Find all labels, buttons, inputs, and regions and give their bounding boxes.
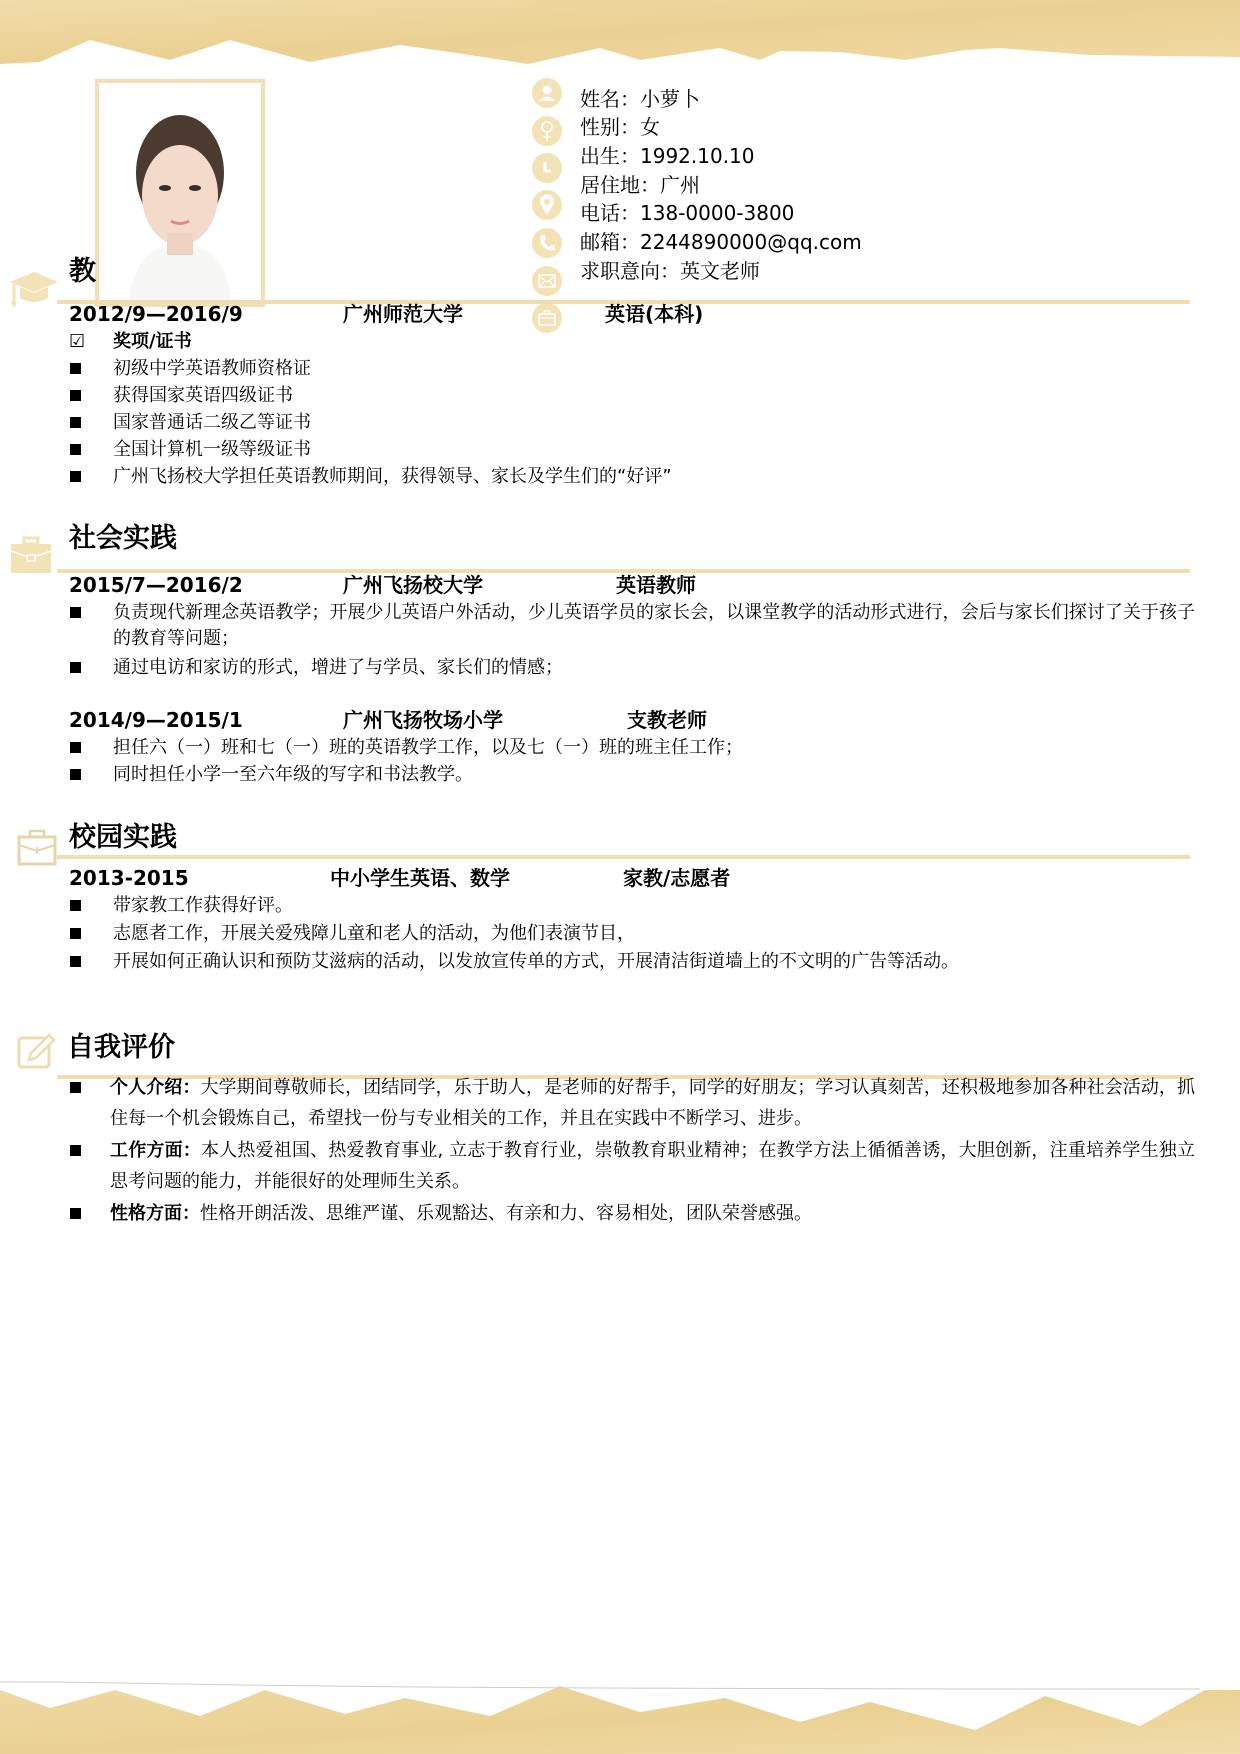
briefcase-icon (532, 303, 562, 333)
briefcase-outline-icon (17, 829, 57, 871)
bullet-icon (70, 607, 81, 618)
bottom-decorative-band (0, 1676, 1240, 1754)
award-item: 国家普通话二级乙等证书 (113, 412, 311, 433)
bullet-icon (70, 471, 81, 482)
profile-residence: 居住地：广州 (580, 173, 700, 197)
profile-gender: 性别：女 (580, 115, 660, 139)
profile-job-intention: 求职意向：英文老师 (580, 259, 760, 283)
bullet-icon (70, 769, 81, 780)
self-eval-section-title: 自我评价 (67, 1032, 175, 1063)
self-eval-text: 本人热爱祖国、热爱教育事业, 立志于教育行业，崇敬教育职业精神；在教学方法上循循善诱，大胆创新，注重培养学生独立思考问题的能力，并能很好的处理师生关系。 (110, 1140, 1195, 1192)
campus-divider (57, 855, 1190, 859)
briefcase-icon (10, 536, 52, 578)
social-item: 担任六（一）班和七（一）班的英语教学工作，以及七（一）班的班主任工作； (113, 737, 743, 758)
social-item: 负责现代新理念英语教学；开展少儿英语户外活动，少儿英语学员的家长会，以课堂教学的活动形式进行，会后与家长们探讨了关于孩子的教育等问题； (113, 602, 1195, 649)
campus-item: 带家教工作获得好评。 (113, 895, 293, 916)
bullet-icon (70, 1082, 81, 1093)
campus-role: 家教/志愿者 (623, 866, 731, 890)
mail-icon (532, 266, 562, 296)
self-eval-label: 个人介绍： (110, 1077, 201, 1098)
social-role: 支教老师 (627, 708, 707, 732)
award-item: 初级中学英语教师资格证 (113, 358, 311, 379)
self-eval-item (110, 1135, 1195, 1197)
profile-phone: 电话：138-0000-3800 (580, 201, 795, 225)
campus-period: 2013-2015 (69, 866, 189, 890)
education-section-title: 教 (69, 256, 96, 287)
self-eval-text: 大学期间尊敬师长，团结同学，乐于助人，是老师的好帮手，同学的好朋友；学习认真刻苦，还积极地参加各种社会活动，抓住每一个机会锻炼自己，希望找一份与专业相关的工作，并且在实践中不断学习、进步。 (110, 1077, 1196, 1129)
bullet-icon (70, 363, 81, 374)
self-eval-text: 性格开朗活泼、思维严谨、乐观豁达、有亲和力、容易相处，团队荣誉感强。 (200, 1203, 812, 1224)
bullet-icon (70, 956, 81, 967)
social-section-title: 社会实践 (69, 523, 177, 554)
award-item: 全国计算机一级等级证书 (113, 439, 311, 460)
self-eval-item (110, 1072, 1195, 1134)
social-org: 广州飞扬校大学 (343, 573, 483, 597)
award-item: 广州飞扬校大学担任英语教师期间，获得领导、家长及学生们的“好评” (113, 466, 672, 487)
profile-email: 邮箱：2244890000@qq.com (580, 230, 862, 254)
education-period: 2012/9—2016/9 (69, 302, 243, 326)
social-item: 通过电访和家访的形式，增进了与学员、家长们的情感； (113, 657, 563, 678)
self-eval-label: 性格方面： (110, 1203, 200, 1224)
self-eval-item (110, 1198, 1195, 1229)
social-period: 2014/9—2015/1 (69, 708, 243, 732)
bullet-icon (70, 1145, 81, 1156)
edit-pencil-icon (17, 1032, 57, 1074)
social-role: 英语教师 (616, 573, 696, 597)
profile-birth: 出生：1992.10.10 (580, 144, 755, 168)
graduation-cap-icon (8, 268, 60, 314)
campus-org: 中小学生英语、数学 (330, 866, 510, 890)
self-eval-label: 工作方面： (110, 1140, 201, 1161)
top-decorative-band (0, 0, 1240, 70)
education-major: 英语(本科) (605, 302, 704, 326)
awards-heading: 奖项/证书 (113, 331, 192, 352)
bullet-icon (70, 1208, 81, 1219)
social-org: 广州飞扬牧场小学 (343, 708, 503, 732)
clock-icon (532, 153, 562, 183)
bullet-icon (70, 444, 81, 455)
bullet-icon (70, 900, 81, 911)
social-period: 2015/7—2016/2 (69, 573, 243, 597)
female-icon (532, 116, 562, 146)
campus-item: 志愿者工作，开展关爱残障儿童和老人的活动，为他们表演节目， (113, 923, 635, 944)
bullet-icon (70, 417, 81, 428)
award-item: 获得国家英语四级证书 (113, 385, 293, 406)
social-item: 同时担任小学一至六年级的写字和书法教学。 (113, 764, 473, 785)
education-school: 广州师范大学 (343, 302, 463, 326)
location-pin-icon (532, 190, 562, 220)
bullet-icon (70, 928, 81, 939)
bullet-icon (70, 742, 81, 753)
awards-check-icon: ☑ (69, 331, 86, 352)
phone-icon (532, 228, 562, 258)
profile-name: 姓名：小萝卜 (580, 87, 700, 111)
campus-item: 开展如何正确认识和预防艾滋病的活动，以发放宣传单的方式，开展清洁街道墙上的不文明的广告等活动。 (113, 951, 959, 972)
bullet-icon (70, 390, 81, 401)
bullet-icon (70, 662, 81, 673)
profile-photo (95, 79, 265, 307)
campus-section-title: 校园实践 (69, 822, 177, 853)
user-icon (532, 78, 562, 108)
